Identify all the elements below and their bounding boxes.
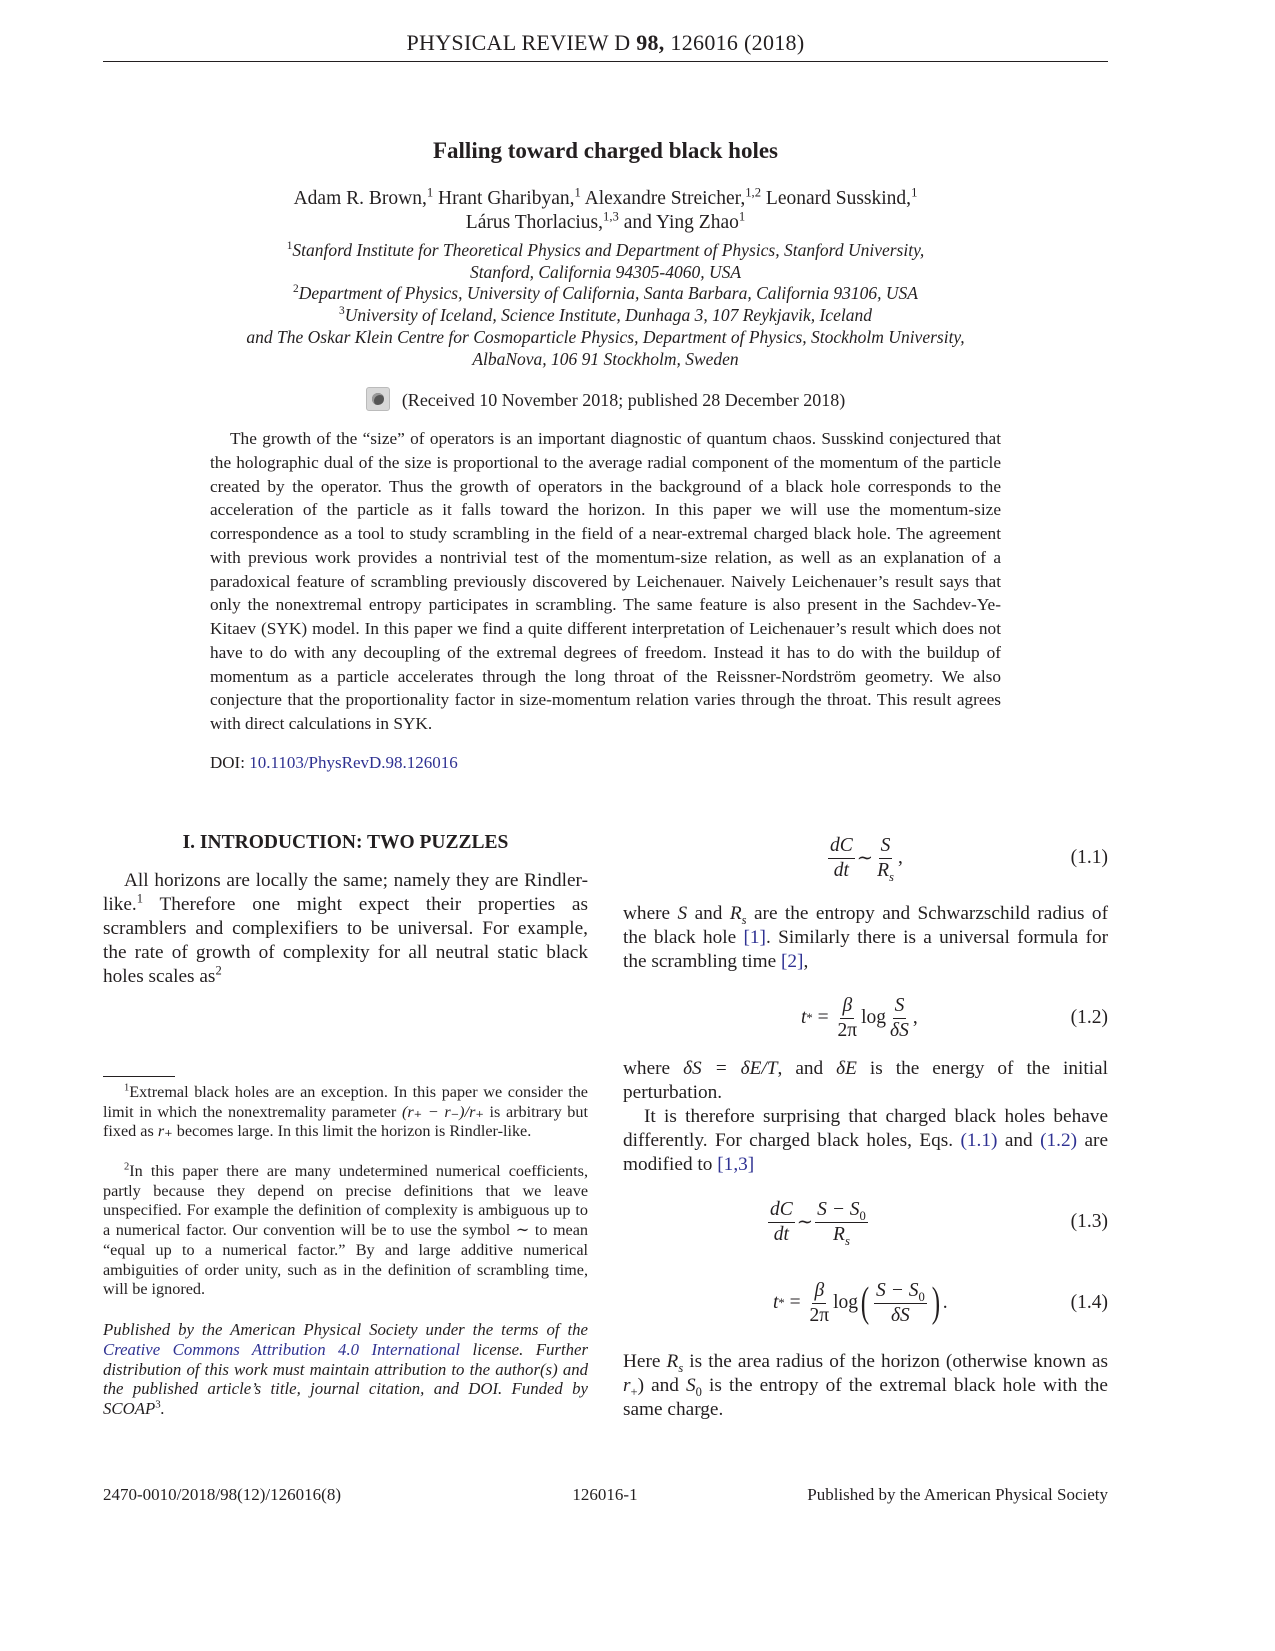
footnote-1: $^1$Extremal black holes are an exception. In this paper we consider the limit in which the nonextremality parameter (r₊ − r₋)/r₊ is arbitrary but fixed as r₊ becomes large. In this limit the horizon is Rindler-like. (103, 1082, 588, 1141)
equation-1-4: t * = $\frac{\beta}{2\pi}$ log ( $\frac{S - S_0}{\delta S}$ ) . (1.4) (773, 1279, 1108, 1326)
citation-link[interactable]: [2] (780, 951, 804, 973)
equation-number: (1.3) (1070, 1211, 1108, 1232)
author: Adam R. Brown,$^1$ (293, 185, 434, 209)
doi: DOI: 10.1103/PhysRevD.98.126016 (210, 753, 458, 772)
equation-1-1: $\frac{dC}{dt}$ ∼ $\frac{S}{R_s}$ , (1.1) (830, 834, 1108, 884)
journal-name: PHYSICAL REVIEW D (406, 30, 631, 55)
affiliation-3: $^3$University of Iceland, Science Institute, Dunhaga 3, 107 Reykjavik, Iceland and The Oskar Klein Centre for Cosmoparticle Physics, Department of Physics, Stockholm University, AlbaNova, 106 91 Stockholm, Sweden (246, 305, 965, 369)
running-header (103, 30, 1108, 56)
footnote-2: $^2$In this paper there are many undetermined numerical coefficients, partly because they depend on precise definitions that we leave unspecified. For example the definition of complexity is ambiguous up to a numerical factor. Our convention will be to use the symbol ∼ to mean “equal up to a numerical factor.” By and large additive numerical ambiguities of order unity, such as in the definition of scrambling time, will be ignored. (103, 1161, 588, 1299)
footnote-rule (103, 1076, 175, 1077)
abstract: The growth of the “size” of operators is an important diagnostic of quantum chaos. Susskind conjectured that the holographic dual of the size is proportional to the average radial component of the momentum of the particle created by the operator. Thus the growth of operators in the background of a black hole corresponds to the acceleration of the particle as it falls toward the horizon. In this paper we will use the momentum-size correspondence as a tool to study scrambling in the field of a near-extremal charged black hole. The agreement with previous work provides a nontrivial test of the momentum-size relation, as well as an explanation of a paradoxical feature of scrambling previously discovered by Leichenauer. Naively Leichenauer’s result says that only the nonextremal entropy participates in scrambling. The same feature is also present in the Sachdev-Ye-Kitaev (SYK) model. In this paper we find a quite different interpretation of Leichenauer’s result which does not have to do with any decoupling of the extremal degrees of freedom. Instead it has to do with the buildup of momentum as a particle accelerates through the long throat of the Reissner-Nordström geometry. We also conjecture that the proportionality factor in size-momentum relation varies through the throat. This result agrees with direct calculations in SYK. (210, 429, 1001, 733)
cc-license-link[interactable]: Creative Commons Attribution 4.0 International (103, 1339, 461, 1359)
volume: 98, (636, 30, 665, 55)
author: and Ying Zhao$^1$ (623, 209, 746, 233)
footer-issn: 2470-0010/2018/98(12)/126016(8) (103, 1485, 341, 1504)
author: Hrant Gharibyan,$^1$ (438, 185, 581, 209)
author: Alexandre Streicher,$^{1,2}$ (584, 185, 762, 209)
paragraph: where S and $R_s$ are the entropy and Schwarzschild radius of the black hole [1]. Similarly there is a universal formula for the scrambling time [2], (623, 903, 1109, 973)
equation-number: (1.1) (1070, 847, 1108, 868)
paragraph: It is therefore surprising that charged black holes behave differently. For charged black holes, Eqs. (1.1) and (1.2) are modified to [1,3] (623, 1106, 1109, 1176)
doi-link[interactable]: 10.1103/PhysRevD.98.126016 (249, 753, 458, 772)
intro-paragraph: All horizons are locally the same; namely they are Rindler-like.$^1$ Therefore one might expect their properties as scramblers and complexifiers to be universal. For example, the rate of growth of complexity for all neutral static black holes scales $as^2$ (103, 870, 588, 988)
footer-publisher: Published by the American Physical Society (807, 1485, 1108, 1504)
paper-title: Falling toward charged black holes (432, 138, 778, 163)
footnote-ref[interactable]: 1 (136, 891, 143, 906)
page-number: 126016-1 (572, 1485, 638, 1504)
equation-number: (1.2) (1070, 1007, 1108, 1028)
license-notice: Published by the American Physical Society under the terms of the Creative Commons Attribution 4.0 International license. Further distribution of this work must maintain attribution to the author(s) and the published article’s title, journal citation, and DOI. Funded by SCOAP$^3$. (103, 1320, 588, 1419)
equation-link[interactable]: (1.1) (960, 1130, 998, 1152)
crossmark-icon[interactable] (366, 387, 390, 411)
equation-link[interactable]: (1.2) (1040, 1130, 1078, 1152)
affiliation-1: $^1$Stanford Institute for Theoretical Physics and Department of Physics, Stanford University, Stanford, California 94305-4060, USA (286, 240, 925, 282)
paragraph: where δS = δE/T, and δE is the energy of the initial perturbation. (623, 1058, 1108, 1104)
affiliations (103, 240, 1108, 370)
article-number: 126016 (2018) (670, 30, 805, 55)
author-list (103, 187, 1108, 234)
equation-number: (1.4) (1070, 1292, 1108, 1313)
equation-1-3: $\frac{dC}{dt}$ ∼ $\frac{S - S_0}{R_s}$ (1.3) (770, 1198, 1108, 1248)
paragraph: Here $R_s$ is the area radius of the horizon (otherwise known as $r_+$) and $S_0$ is the entropy of the extremal black hole with the same charge. (623, 1351, 1108, 1421)
author: Leonard Susskind,$^1$ (765, 185, 918, 209)
section-heading: I. INTRODUCTION: TWO PUZZLES (182, 832, 509, 853)
header-rule (103, 61, 1108, 62)
footnote-ref[interactable]: 2 (215, 963, 222, 978)
affiliation-2: $^2$Department of Physics, University of California, Santa Barbara, California 93106, USA (293, 283, 918, 304)
received-dates: (Received 10 November 2018; published 28 December 2018) (103, 387, 1108, 411)
citation-link[interactable]: [1] (743, 927, 766, 949)
author: Lárus Thorlacius,$^{1,3}$ (465, 209, 619, 233)
equation-1-2: t * = $\frac{\beta}{2\pi}$ log $\frac{S}{\delta S}$ , (1.2) (801, 994, 1108, 1041)
citation-link[interactable]: [1,3] (717, 1154, 755, 1176)
